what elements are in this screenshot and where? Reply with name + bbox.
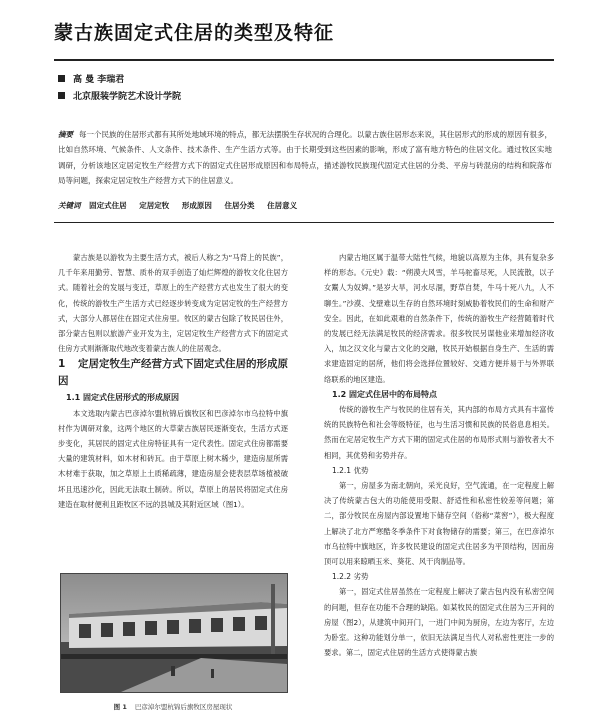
subsubsection-heading: 1.2.1 优势 <box>332 465 369 475</box>
keywords-label: 关键词 <box>58 201 81 210</box>
body-paragraph: 内蒙古地区属于温带大陆性气候，地貌以高原为主体，具有复杂多样的形态。《元史》载：“朔漠大风雪，羊马驼畜尽死，人民流散，以子女鬻人为奴婢。”是岁大旱，河水尽涸，野草自焚，牛马十死八九，人不聊生。”沙漠、戈壁难以生存的自然环境时刻威胁着牧民们的生命和财产安全。因此，在如此艰难的自然条件下，传统的游牧生产经营随着时代的发展已经无法满足牧民的经济需求。很多牧民另谋他业来增加经济收入，加之汉文化与蒙古文化的交融，牧民开始根据自身生产、生活的需求建造固定的居所，他们将会选择位置较好、交通方便并易于与外界联络联系的地区建造。 <box>324 253 554 384</box>
body-paragraph: 本文选取内蒙古巴彦淖尔盟杭锦后旗牧区和巴彦淖尔市乌拉特中旗村作为调研对象，这两个地区的大草蒙古族居民逐渐变农，生活方式逐步变化，其居民的固定式住房特征具有一定代表性。固定式住房都需要大量的建筑材料，如木材和砖瓦。由于草原上树木稀少，建造房屋所需木材难于获取，加之草原上土质稀疏薄，建造房屋会使表层草场植被破坏且迅速沙化，因此无法取土制砖。所以，草原上的居民将固定式住房建造在取材便利且距牧区不远的县城及其附近区域（图1）。 <box>58 408 288 509</box>
keyword: 定居定牧 <box>139 201 170 210</box>
subsection-heading: 1.2 固定式住居中的布局特点 <box>332 389 437 399</box>
title-rule <box>54 59 554 61</box>
figure-label: 图 1 <box>113 703 127 711</box>
keyword: 住居分类 <box>224 201 255 210</box>
section-number: 1 <box>58 358 66 371</box>
caption-text: 巴彦淖尔盟杭锦后旗牧区房屋现状 <box>134 703 233 711</box>
keyword: 固定式住居 <box>89 201 127 210</box>
affiliation-line: 北京服装学院艺术设计学院 <box>73 92 182 102</box>
paper-title: 蒙古族固定式住居的类型及特征 <box>54 22 335 44</box>
right-column <box>324 250 554 660</box>
authors-line: 高 曼 李瑞君 <box>73 75 125 85</box>
left-column <box>58 250 288 512</box>
bullet-square-icon <box>58 75 65 82</box>
author-block <box>58 72 181 106</box>
body-paragraph: 第一，房屋多为南北朝向，采光良好，空气流通，在一定程度上解决了传统蒙古包大的功能使用受限、舒适性和私密性较差等问题；第二，部分牧民在房屋内部设置地下储存空间（俗称“菜窖”），极大程度上解决了北方严寒酷冬季条件下对食物储存的需要；第三，在巴彦淖尔市乌拉特中旗地区，许多牧民建设的固定式住居多为平顶结构，因而房顶可以用来晾晒玉米、葵花、风干肉制品等。 <box>324 481 554 567</box>
building-photo-illustration <box>61 574 287 692</box>
keywords-rule <box>54 222 554 223</box>
author-names <box>58 72 181 89</box>
keywords <box>58 200 552 211</box>
body-paragraph: 传统的游牧生产与牧民的住居有关，其内部的布局方式具有丰富传统的民族特色和社会等级特征，也与生活习惯和民族的民俗息息相关。然而在定居定牧生产方式下期的固定式住居的布局形式则与游牧者大不相同，其优势和劣势并存。 <box>324 405 554 460</box>
abstract-text: 每一个民族的住居形式都有其所处地域环境的特点，都无法摆脱生存状况的合理化。以蒙古族住居形态来说，其住居形式的形成的原因有很多，比如自然环境、气候条件、人文条件、技术条件、生产生活方式等。由于长期受到这些因素的影响，形成了富有地方特色的住居文化。通过牧区实地调研，分析该地区定居定牧生产经营方式下的固定式住居形成原因和布局特点，描述游牧民族现代固定式住居的分类、平房与砖混房的结构和院落布局等问题，探索定居定牧生产经营方式下的住居意义。 <box>58 130 552 186</box>
author-affiliation <box>58 89 181 106</box>
subsection-heading: 1.1 固定式住居形式的形成原因 <box>66 393 179 403</box>
section-1-heading <box>58 356 288 390</box>
section-title: 定居定牧生产经营方式下固定式住居的形成原因 <box>58 358 288 388</box>
bullet-square-icon <box>58 92 65 99</box>
body-paragraph: 第一，固定式住居虽然在一定程度上解决了蒙古包内没有私密空间的问题，但存在功能不合理的缺陷。如某牧民的固定式住居为三开间的房屋（图2），从建筑中间开门，一进门中间为厨房，左边为客厅，左边为卧室。这种功能划分单一，依旧无法满足当代人对私密性更注一步的要求。第二，固定式住居的生活方式使得蒙古族 <box>324 587 554 658</box>
figure-1-photo <box>60 573 288 693</box>
figure-1-caption <box>58 702 288 711</box>
keyword: 形成原因 <box>181 201 212 210</box>
subsubsection-heading: 1.2.2 劣势 <box>332 572 369 582</box>
intro-paragraph: 蒙古族是以游牧为主要生活方式，被后人称之为“马背上的民族”，几千年来用勤劳、智慧、质朴的双手创造了灿烂辉煌的游牧文化住居方式。随着社会的发展与变迁，草原上的生产经营方式也发生了很大的变化，传统的游牧生产生活方式已经逐步转变成为定居定牧的生产经营方式，大部分人都居住在固定式住房里。牧区的蒙古包除了牧民居住外，部分蒙古包则以旅游产业开发为主，定居定牧生产经营方式下的固定式住房方式则渐渐取代地改变着蒙古族人的住居观念。 <box>58 253 288 354</box>
keyword: 住居意义 <box>267 201 298 210</box>
abstract-label: 摘要 <box>58 130 74 139</box>
abstract <box>58 127 552 189</box>
